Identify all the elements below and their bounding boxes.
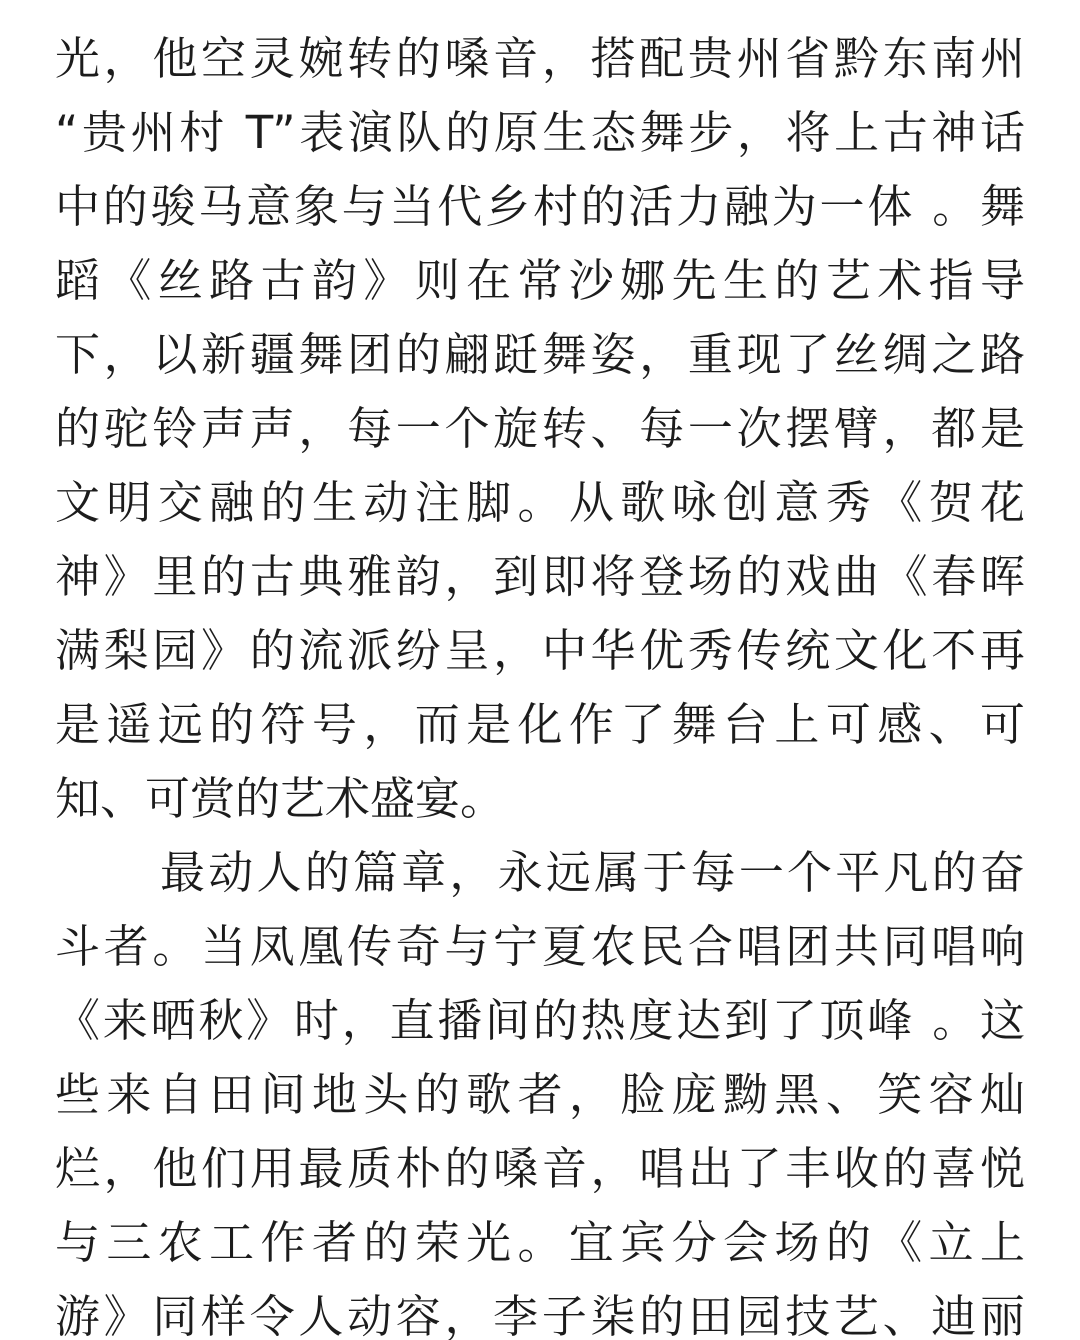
text-line: 些来自田间地头的歌者，脸庞黝黑、笑容灿 xyxy=(55,1068,1025,1121)
text-line: 知、可赏的艺术盛宴。 xyxy=(55,772,506,825)
text-line: 满梨园》的流派纷呈，中华优秀传统文化不再 xyxy=(55,624,1025,677)
text-line: 的驼铃声声，每一个旋转、每一次摆臂，都是 xyxy=(55,402,1025,455)
text-line: 与三农工作者的荣光。宜宾分会场的《立上 xyxy=(55,1216,1025,1269)
text-line: 《来晒秋》时，直播间的热度达到了顶峰 。这 xyxy=(55,994,1025,1047)
text-line: 游》同样令人动容，李子柒的田园技艺、迪丽 xyxy=(55,1290,1025,1340)
text-line: 最动人的篇章，永远属于每一个平凡的奋 xyxy=(160,846,1025,899)
text-line: 烂，他们用最质朴的嗓音，唱出了丰收的喜悦 xyxy=(55,1142,1025,1195)
text-line: 下，以新疆舞团的翩跹舞姿，重现了丝绸之路 xyxy=(55,328,1025,381)
text-line: 神》里的古典雅韵，到即将登场的戏曲《春晖 xyxy=(55,550,1025,603)
text-line: 斗者。当凤凰传奇与宁夏农民合唱团共同唱响 xyxy=(55,920,1025,973)
text-line: “贵州村 T”表演队的原生态舞步，将上古神话 xyxy=(55,106,1025,159)
text-line: 文明交融的生动注脚。从歌咏创意秀《贺花 xyxy=(55,476,1025,529)
text-line: 光，他空灵婉转的嗓音，搭配贵州省黔东南州 xyxy=(55,32,1025,85)
text-line: 是遥远的符号，而是化作了舞台上可感、可 xyxy=(55,698,1025,751)
text-line: 蹈《丝路古韵》则在常沙娜先生的艺术指导 xyxy=(55,254,1025,307)
text-line: 中的骏马意象与当代乡村的活力融为一体 。舞 xyxy=(55,180,1025,233)
